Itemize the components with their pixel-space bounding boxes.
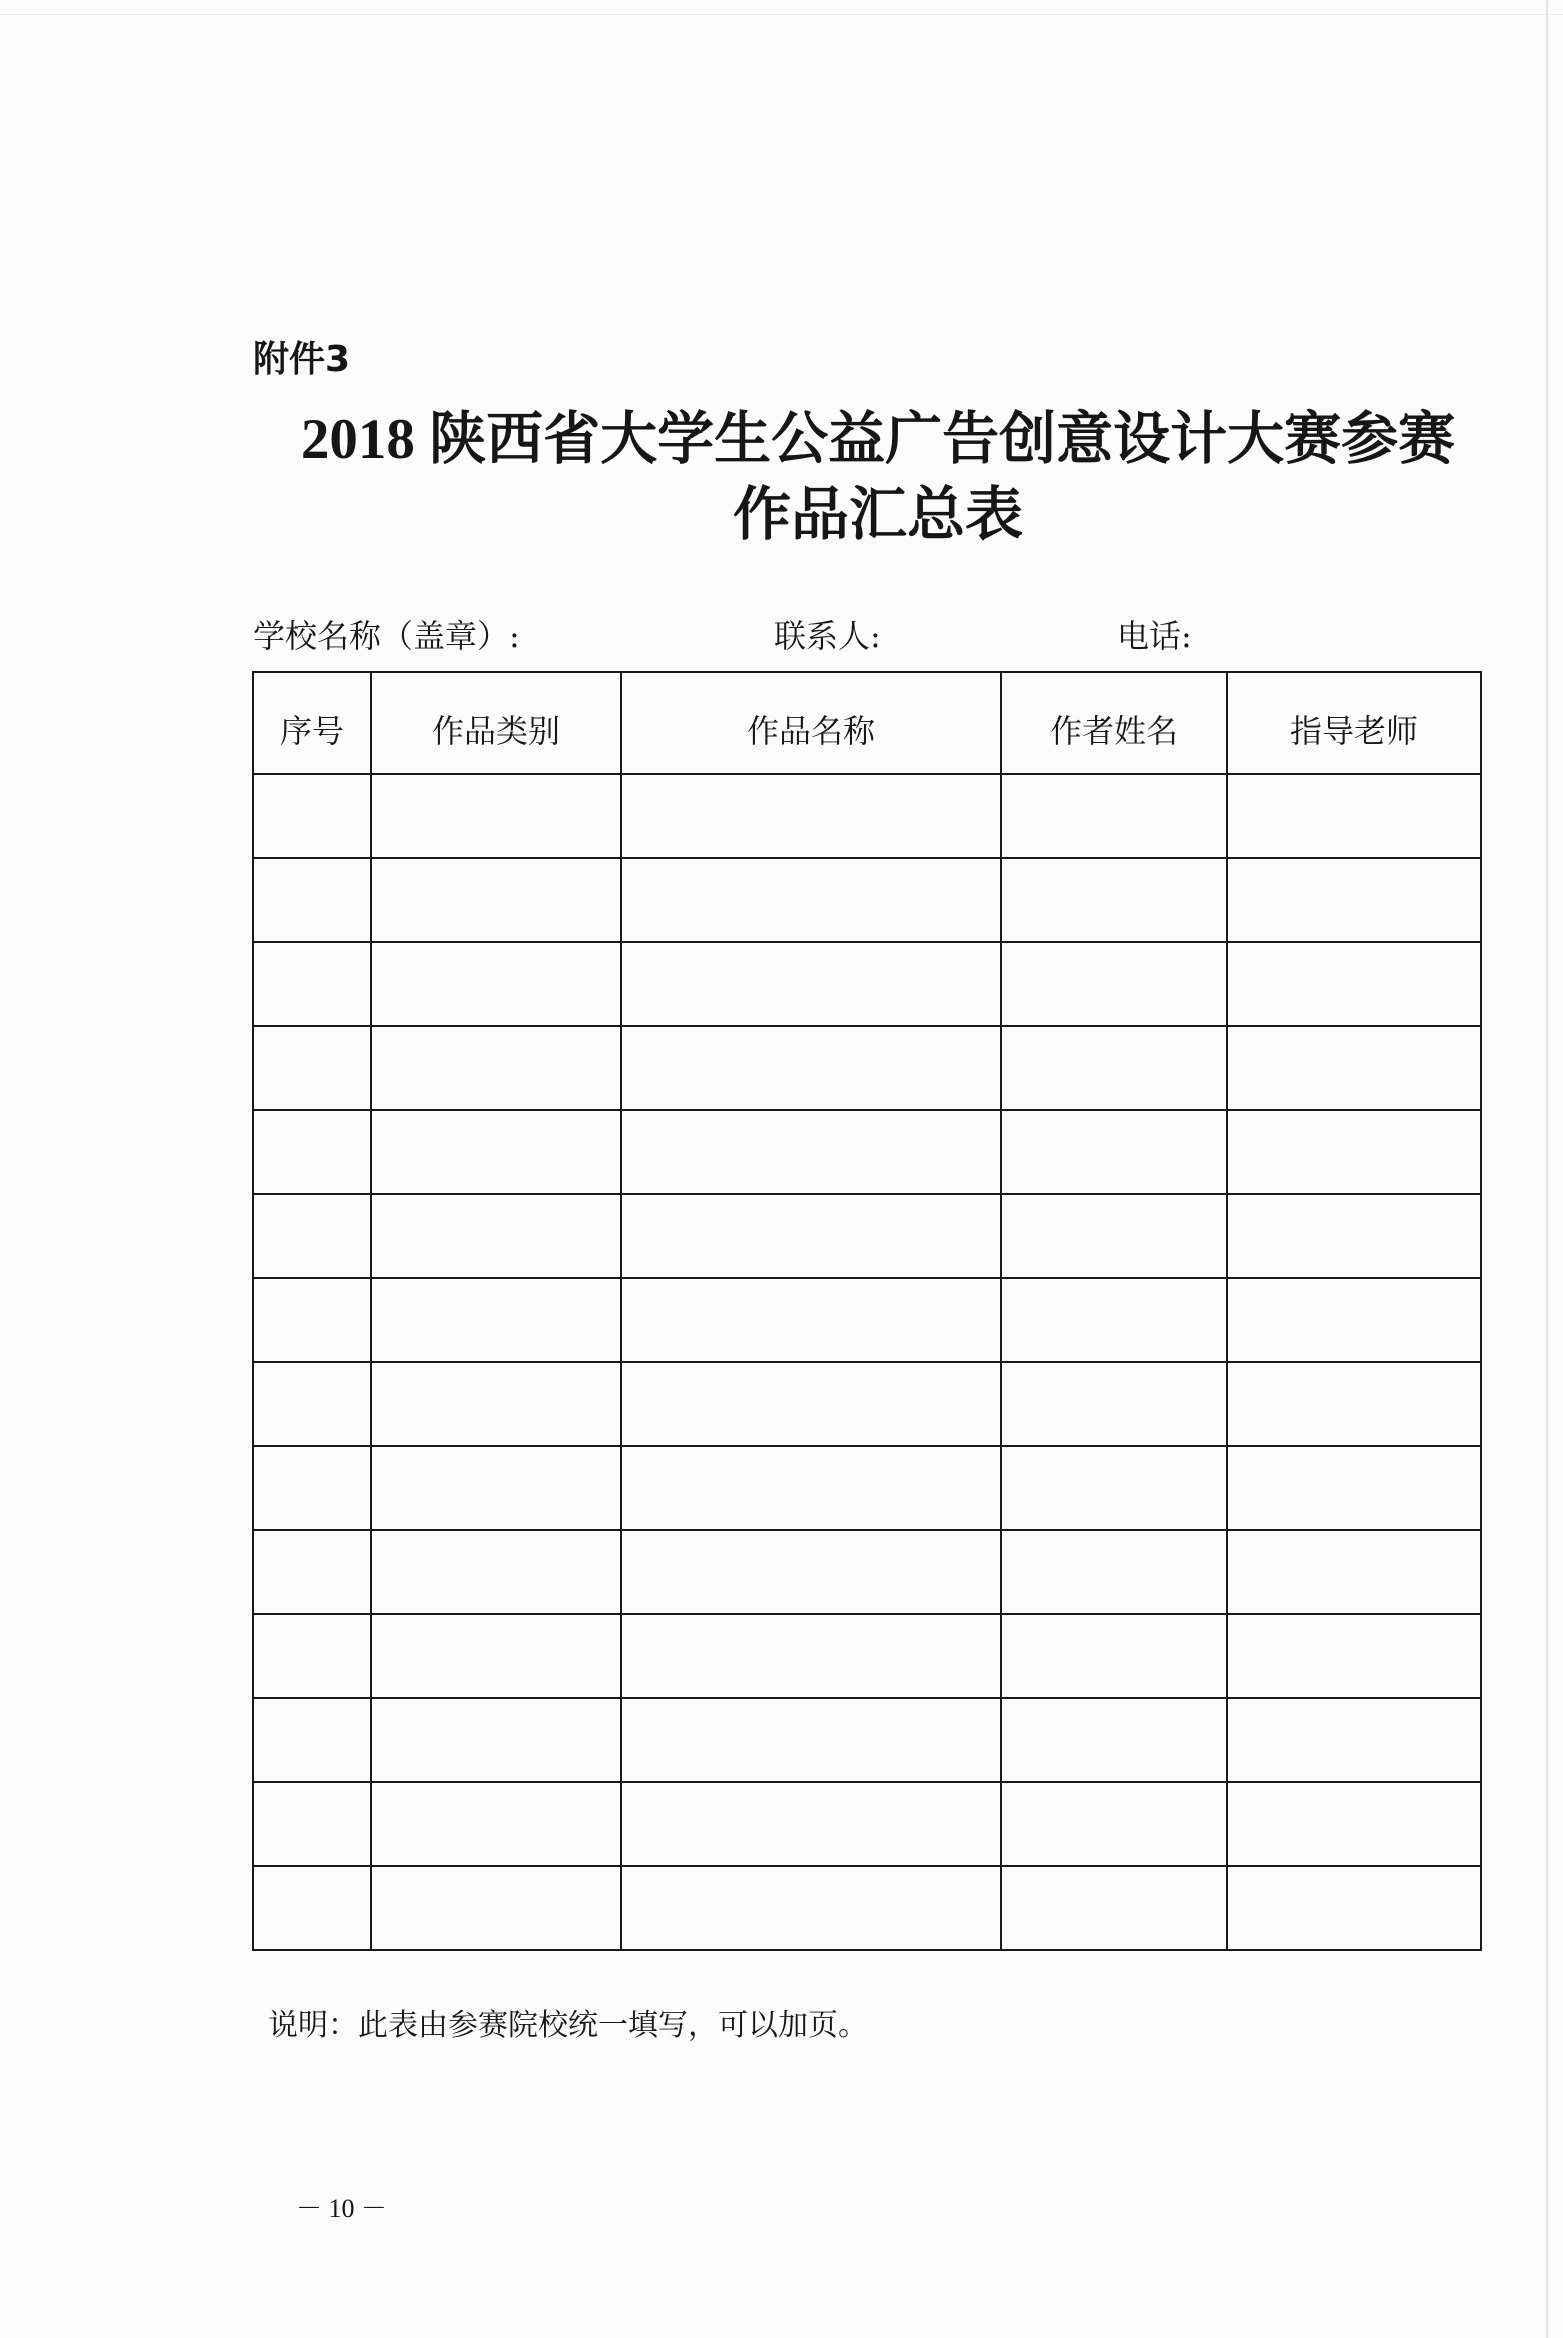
table-cell [371, 1866, 621, 1950]
table-cell [1227, 1614, 1481, 1698]
table-row [253, 942, 1481, 1026]
instruction-note: 说明：此表由参赛院校统一填写，可以加页。 [268, 2008, 868, 2043]
header-entry-category: 作品类别 [371, 672, 621, 774]
table-row [253, 1698, 1481, 1782]
table-row [253, 858, 1481, 942]
table-row [253, 1530, 1481, 1614]
table-cell [1001, 1614, 1227, 1698]
table-cell [621, 1278, 1001, 1362]
table-cell [253, 1866, 371, 1950]
table-cell [1001, 1446, 1227, 1530]
table-cell [621, 1194, 1001, 1278]
table-row [253, 1110, 1481, 1194]
table-body [253, 774, 1481, 1950]
table-row [253, 1782, 1481, 1866]
table-cell [1227, 1782, 1481, 1866]
table-cell [371, 1614, 621, 1698]
table-row [253, 1446, 1481, 1530]
table-cell [621, 1110, 1001, 1194]
document-title-line-2: 作品汇总表 [732, 482, 1023, 547]
table-cell [1001, 858, 1227, 942]
table-cell [621, 1782, 1001, 1866]
entries-summary-table [252, 671, 1482, 1951]
table-cell [1227, 1698, 1481, 1782]
table-row [253, 1026, 1481, 1110]
table-cell [253, 858, 371, 942]
table-cell [371, 1698, 621, 1782]
table-cell [1227, 1446, 1481, 1530]
table-cell [1227, 1530, 1481, 1614]
table-row [253, 1194, 1481, 1278]
table-cell [621, 1362, 1001, 1446]
table-cell [253, 1278, 371, 1362]
table-cell [1001, 1866, 1227, 1950]
table-row [253, 1278, 1481, 1362]
header-entry-title: 作品名称 [621, 672, 1001, 774]
table-cell [1001, 1110, 1227, 1194]
table-cell [1001, 1194, 1227, 1278]
table-cell [1227, 1866, 1481, 1950]
table-cell [1227, 1362, 1481, 1446]
table-cell [621, 1446, 1001, 1530]
table-cell [371, 1110, 621, 1194]
table-cell [253, 1614, 371, 1698]
table-cell [621, 1698, 1001, 1782]
table-cell [1001, 1362, 1227, 1446]
table-cell [253, 1530, 371, 1614]
table-cell [1227, 858, 1481, 942]
table-row [253, 1614, 1481, 1698]
table-row [253, 774, 1481, 858]
table-cell [1227, 1026, 1481, 1110]
table-cell [253, 1362, 371, 1446]
table-cell [371, 1362, 621, 1446]
table-cell [621, 942, 1001, 1026]
table-cell [1001, 1278, 1227, 1362]
table-cell [1227, 942, 1481, 1026]
table-cell [371, 858, 621, 942]
header-advisor: 指导老师 [1227, 672, 1481, 774]
table-cell [1227, 1110, 1481, 1194]
table-cell [371, 1026, 621, 1110]
table-cell [1001, 1782, 1227, 1866]
table-cell [621, 774, 1001, 858]
table-cell [253, 1782, 371, 1866]
table-cell [371, 1194, 621, 1278]
table-cell [621, 1026, 1001, 1110]
table-cell [371, 1278, 621, 1362]
school-name-field-label: 学校名称（盖章）: [253, 617, 520, 655]
table-cell [371, 1530, 621, 1614]
table-cell [621, 1866, 1001, 1950]
attachment-label: 附件3 [253, 339, 351, 380]
phone-field-label: 电话: [1117, 617, 1192, 655]
table-cell [253, 1110, 371, 1194]
table-cell [1227, 774, 1481, 858]
table-cell [253, 1026, 371, 1110]
table-cell [1001, 1698, 1227, 1782]
table-cell [371, 942, 621, 1026]
table-cell [621, 1530, 1001, 1614]
document-title-line-1: 2018 陕西省大学生公益广告创意设计大赛参赛 [300, 408, 1456, 471]
table-cell [371, 774, 621, 858]
page-number: － 10 － [296, 2194, 388, 2223]
table-cell [621, 1614, 1001, 1698]
table-cell [621, 858, 1001, 942]
header-serial-number: 序号 [253, 672, 371, 774]
table-cell [1001, 1530, 1227, 1614]
header-author-name: 作者姓名 [1001, 672, 1227, 774]
table-cell [1001, 942, 1227, 1026]
table-cell [371, 1446, 621, 1530]
table-cell [1227, 1278, 1481, 1362]
table-cell [253, 774, 371, 858]
page-edge-right [1546, 0, 1548, 2338]
table-cell [1001, 1026, 1227, 1110]
table-row [253, 1866, 1481, 1950]
table-cell [253, 1194, 371, 1278]
table-cell [371, 1782, 621, 1866]
table-header-row [253, 672, 1481, 774]
table-row [253, 1362, 1481, 1446]
table-cell [253, 942, 371, 1026]
table-cell [1227, 1194, 1481, 1278]
table-cell [253, 1446, 371, 1530]
table-cell [1001, 774, 1227, 858]
contact-person-field-label: 联系人: [774, 617, 881, 655]
table-cell [253, 1698, 371, 1782]
page-edge-top [0, 14, 1563, 15]
